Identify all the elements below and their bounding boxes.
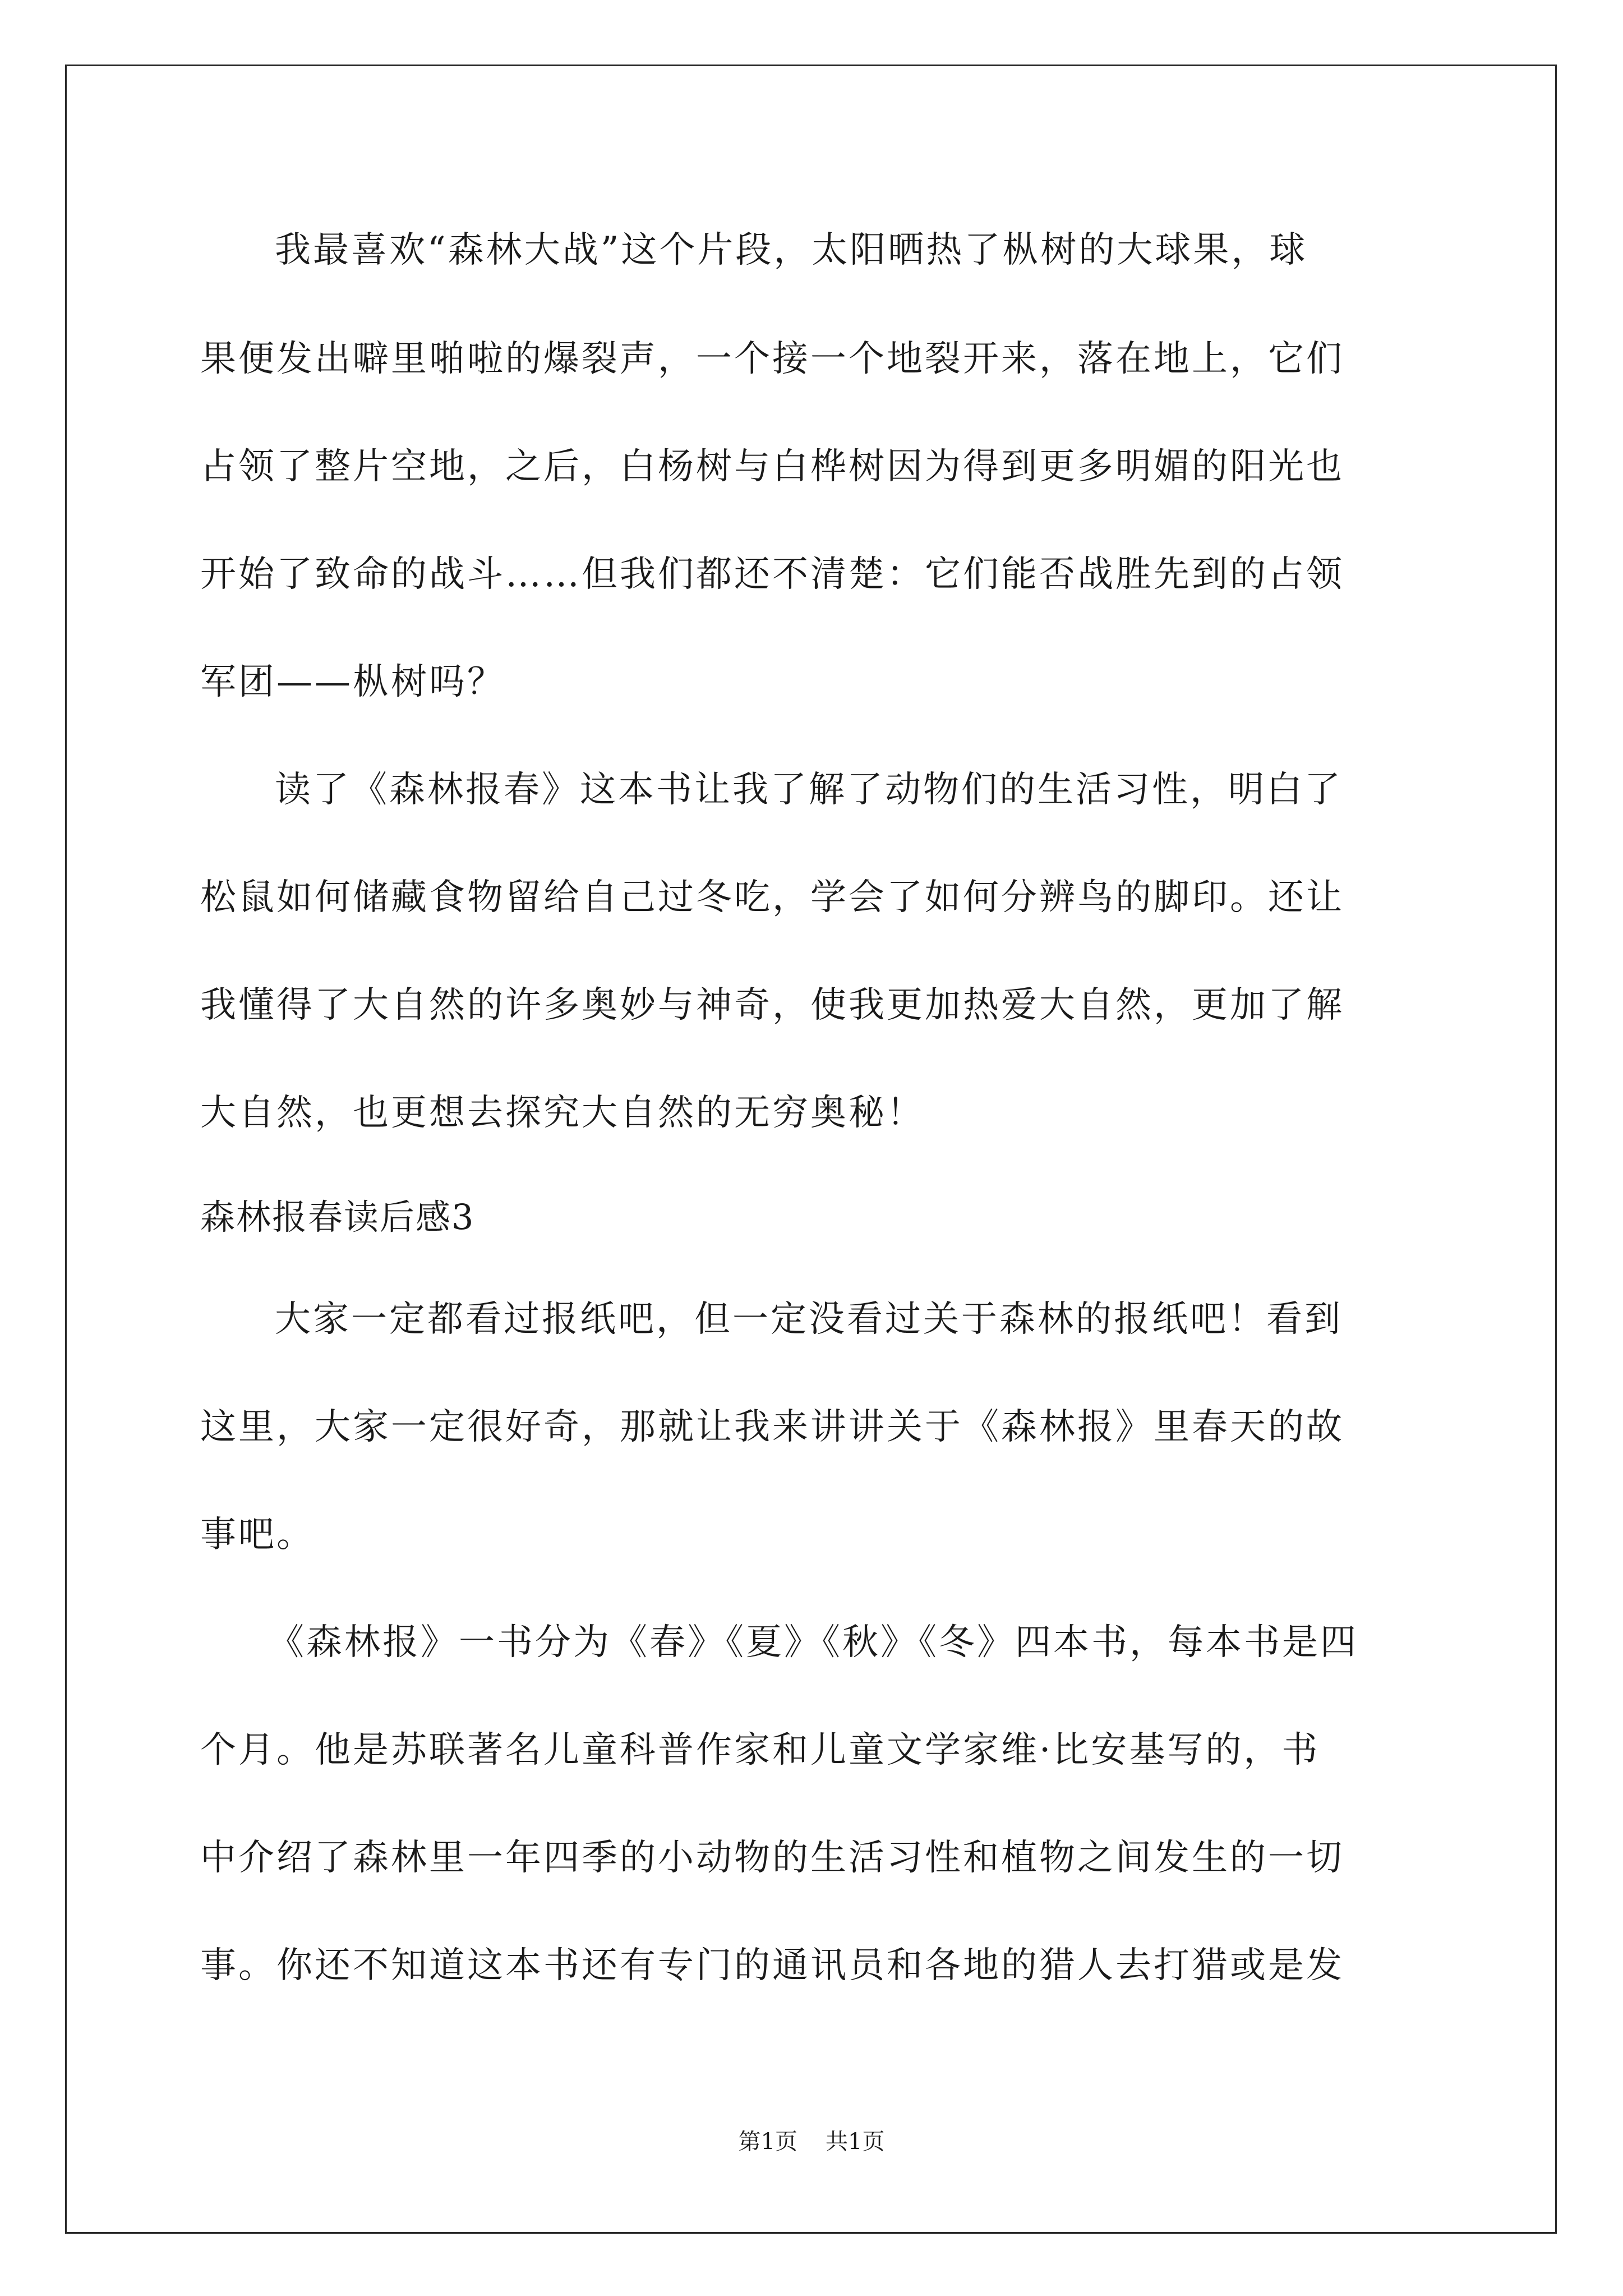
section-heading: 森林报春读后感3 (200, 1197, 475, 1237)
paragraph-1-line-4: 开始了致命的战斗……但我们都还不清楚：它们能否战胜先到的占领 (200, 554, 1344, 595)
paragraph-3-line-2: 这里，大家一定很好奇，那就让我来讲讲关于《森林报》里春天的故 (200, 1406, 1344, 1448)
page-total: 共1页 (826, 2129, 885, 2155)
paragraph-4-line-2: 个月。他是苏联著名儿童科普作家和儿童文学家维·比安基写的，书 (200, 1729, 1320, 1771)
paragraph-2-line-3: 我懂得了大自然的许多奥妙与神奇，使我更加热爱大自然，更加了解 (200, 984, 1344, 1026)
page-footer (0, 2126, 1623, 2157)
paragraph-4-line-3: 中介绍了森林里一年四季的小动物的生活习性和植物之间发生的一切 (200, 1837, 1344, 1879)
paragraph-2-line-4: 大自然，也更想去探究大自然的无穷奥秘！ (200, 1092, 925, 1134)
paragraph-3-line-1: 大家一定都看过报纸吧，但一定没看过关于森林的报纸吧！看到 (275, 1299, 1343, 1340)
paragraph-1-line-2: 果便发出噼里啪啦的爆裂声，一个接一个地裂开来，落在地上，它们 (200, 338, 1344, 380)
paragraph-4-line-1: 《森林报》一书分为《春》《夏》《秋》《冬》四本书，每本书是四 (268, 1622, 1358, 1663)
paragraph-1-line-3: 占领了整片空地，之后，白杨树与白桦树因为得到更多明媚的阳光也 (200, 446, 1344, 487)
paragraph-2-line-2: 松鼠如何储藏食物留给自己过冬吃，学会了如何分辨鸟的脚印。还让 (200, 877, 1344, 918)
page-number: 第1页 (738, 2129, 797, 2155)
paragraph-2-line-1: 读了《森林报春》这本书让我了解了动物们的生活习性，明白了 (275, 769, 1343, 811)
paragraph-1-line-5: 军团——枞树吗？ (200, 661, 505, 703)
page-border (65, 65, 1557, 2234)
paragraph-1-line-1: 我最喜欢“森林大战”这个片段，太阳晒热了枞树的大球果，球 (275, 229, 1308, 271)
paragraph-3-line-3: 事吧。 (200, 1514, 315, 1556)
paragraph-4-line-4: 事。你还不知道这本书还有专门的通讯员和各地的猎人去打猎或是发 (200, 1945, 1344, 1986)
